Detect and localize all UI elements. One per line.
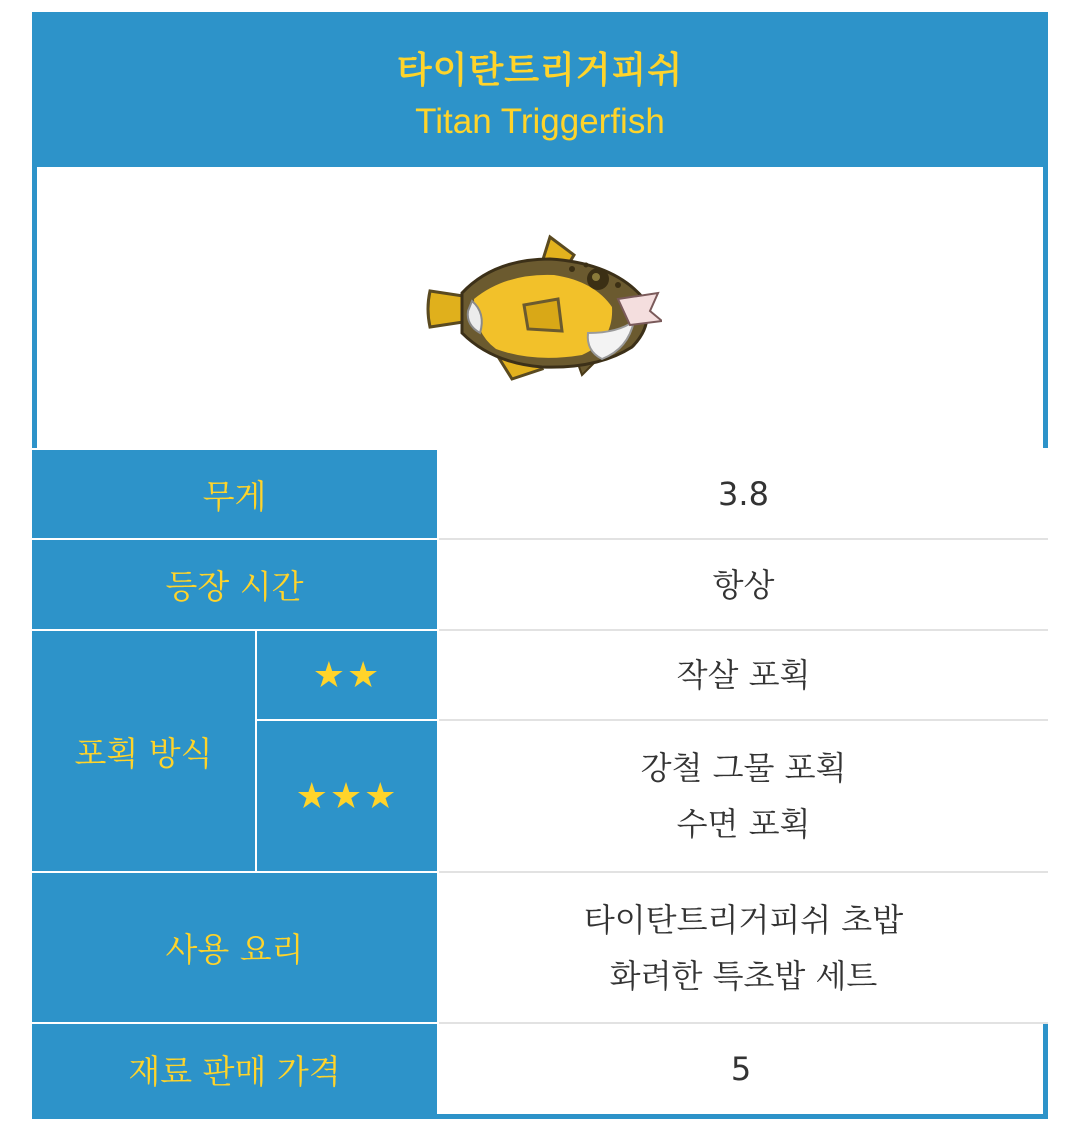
- fish-name-korean: 타이탄트리거피쉬: [396, 50, 684, 91]
- fish-info-card: [32, 12, 1048, 1119]
- time-value: 항상: [439, 540, 1048, 629]
- weight-label: 무게: [202, 476, 267, 516]
- catch-method-tier3-line1: 강철 그물 포획: [640, 749, 847, 787]
- recipes-value: [439, 873, 1048, 1022]
- catch-rating-2: ★★: [312, 654, 382, 696]
- catch-method-label: 포획 방식: [74, 733, 213, 773]
- catch-method-tier3-line2: 수면 포획: [676, 805, 811, 843]
- fish-image-panel: [37, 167, 1043, 448]
- price-label: 재료 판매 가격: [128, 1051, 341, 1091]
- recipe-item-1: 타이탄트리거피쉬 초밥: [583, 900, 904, 939]
- titan-triggerfish-icon: [422, 229, 662, 389]
- fish-name-english: Titan Triggerfish: [415, 102, 665, 141]
- price-value: 5: [439, 1024, 1043, 1114]
- catch-method-tier3: [439, 721, 1048, 871]
- catch-method-tier2: 작살 포획: [439, 631, 1048, 719]
- catch-rating-3: ★★★: [295, 775, 399, 817]
- time-label: 등장 시간: [165, 567, 304, 606]
- recipes-label: 사용 요리: [165, 930, 304, 969]
- weight-value: 3.8: [439, 450, 1048, 538]
- recipe-item-2: 화려한 특초밥 세트: [609, 956, 878, 995]
